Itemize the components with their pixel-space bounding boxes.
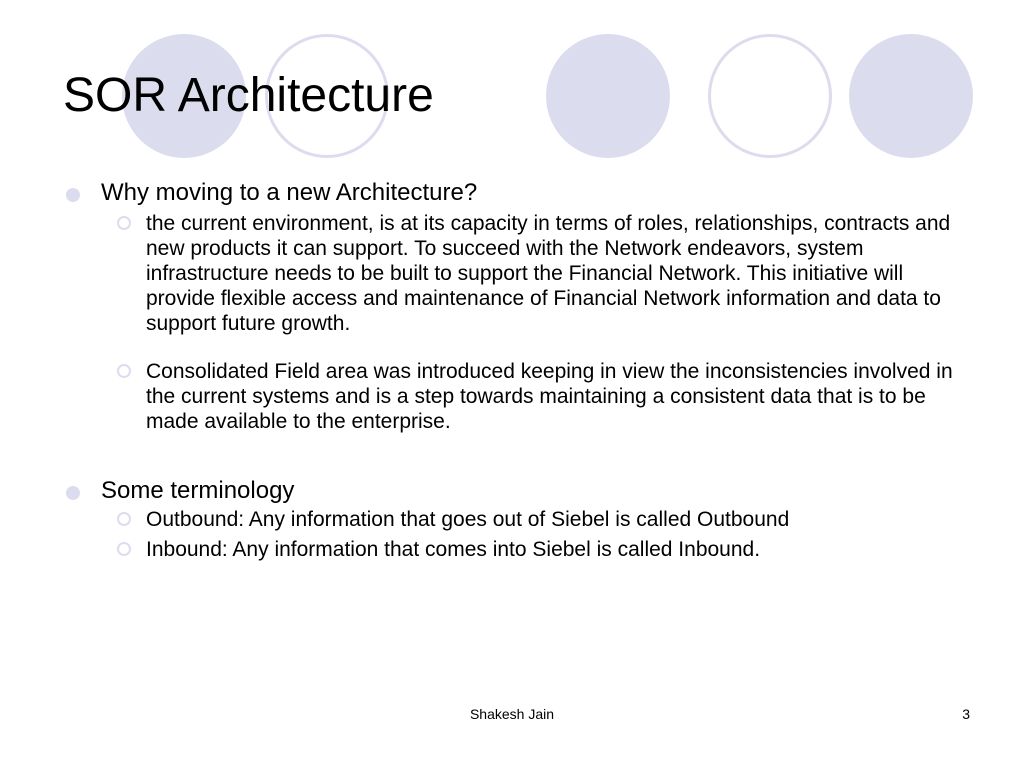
hollow-bullet-icon [117,216,131,230]
sub-bullet-text: Inbound: Any information that comes into Siebel is called Inbound. [146,538,761,561]
sub-bullet-item [0,211,976,336]
bullet-item [0,178,981,208]
decorative-circle-outline-2 [708,34,832,158]
page-number: 3 [962,706,970,722]
sub-bullet-item [0,537,976,562]
hollow-bullet-icon [117,542,131,556]
decorative-circle-filled-2 [546,34,670,158]
sub-bullet-item [0,359,976,434]
bullet-text: Why moving to a new Architecture? [101,179,478,206]
sub-bullet-text: Consolidated Field area was introduced keeping in view the inconsistencies involved in the current systems and is a step towards maintaining a consistent data that is to be made available to the enterprise. [146,360,953,433]
slide-content [0,178,1024,562]
filled-bullet-icon [66,188,80,202]
footer-author: Shakesh Jain [469,706,555,722]
filled-bullet-icon [66,486,80,500]
bullet-item [0,476,981,506]
hollow-bullet-icon [117,364,131,378]
slide-title: SOR Architecture [63,69,434,122]
hollow-bullet-icon [117,512,131,526]
sub-bullet-text: Outbound: Any information that goes out of Siebel is called Outbound [146,508,790,531]
sub-bullet-text: the current environment, is at its capacity in terms of roles, relationships, contracts and new products it can support. To succeed with the Network endeavors, system infrastructure needs to be built to support the Financial Network. This initiative will provide flexible access and maintenance of Financial Network information and data to support future growth. [146,212,951,335]
sub-bullet-item [0,507,976,532]
decorative-circle-filled-3 [849,34,973,158]
bullet-text: Some terminology [101,477,295,504]
